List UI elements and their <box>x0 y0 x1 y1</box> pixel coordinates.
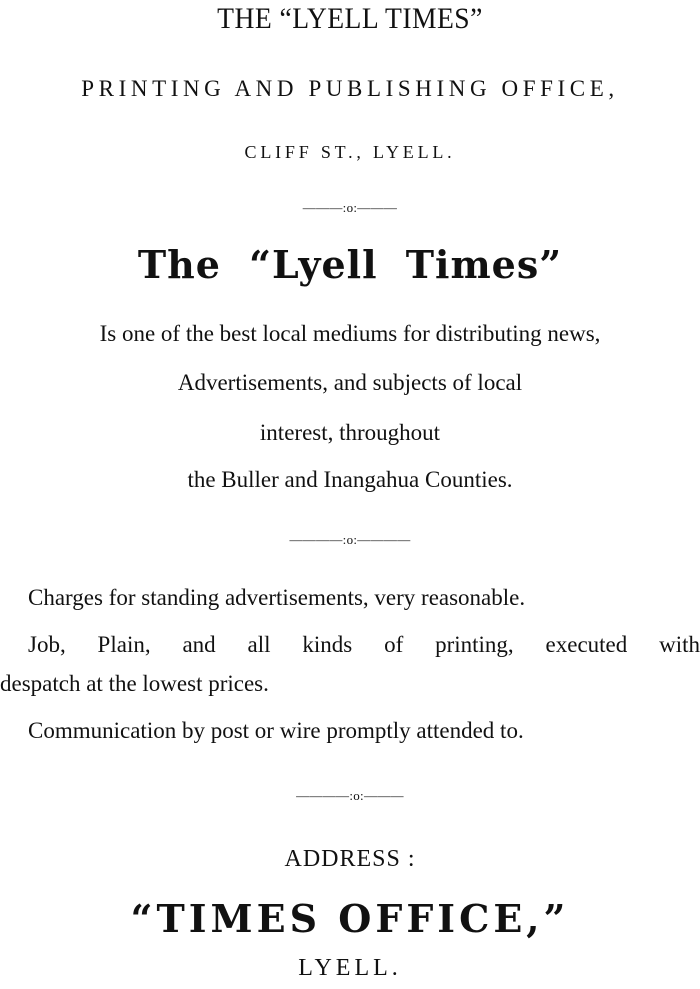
ornamental-divider: ————:o:———— <box>289 532 411 547</box>
masthead-heading: The “Lyell Times” <box>137 242 563 287</box>
charges-line: Charges for standing advertisements, very reasonable. <box>28 585 526 610</box>
town-name: LYELL. <box>298 955 402 981</box>
street-address: CLIFF ST., LYELL. <box>244 142 456 162</box>
office-subtitle: PRINTING AND PUBLISHING OFFICE, <box>81 76 619 101</box>
printing-line-continued: despatch at the lowest prices. <box>0 671 269 696</box>
description-line: interest, throughout <box>259 420 441 445</box>
page-title: THE “LYELL TIMES” <box>217 2 483 35</box>
description-line: Advertisements, and subjects of local <box>177 370 523 395</box>
ornamental-divider: ———:o:——— <box>302 200 398 215</box>
description-line: the Buller and Inangahua Counties. <box>187 467 513 492</box>
office-name: “TIMES OFFICE,” <box>130 896 570 941</box>
description-line: Is one of the best local mediums for distributing news, <box>99 321 601 346</box>
communication-line: Communication by post or wire promptly attended to. <box>28 718 524 743</box>
printing-line: Job, Plain, and all kinds of printing, executed with <box>28 632 700 657</box>
ornamental-divider: ————:o:——— <box>296 788 404 803</box>
address-label: ADDRESS : <box>284 846 416 872</box>
